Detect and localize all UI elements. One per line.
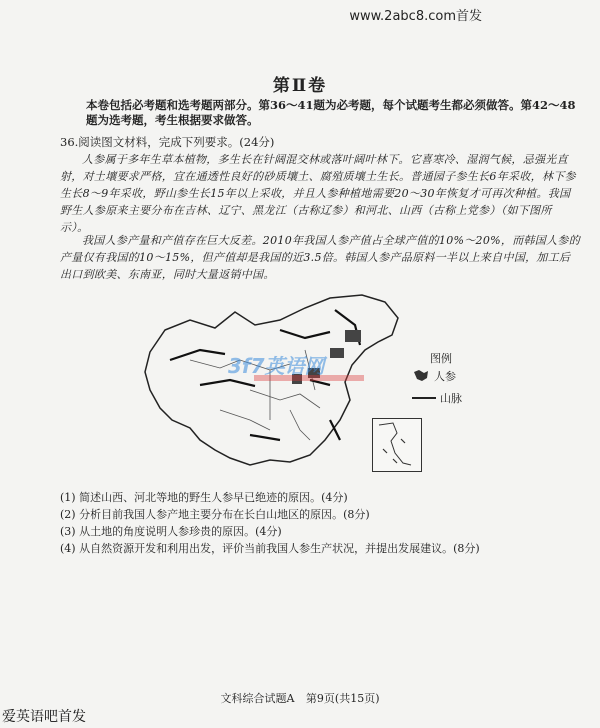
legend-title: 图例 [430, 352, 452, 365]
legend-item-mountain [412, 390, 462, 406]
section-intro: 本卷包括必考题和选考题两部分。第36～41题为必考题，每个试题考生都必须做答。第42～48题为选考题，考生根据要求做答。 [86, 98, 576, 127]
bottom-left-text: 爱英语吧首发 [2, 709, 86, 725]
legend-label-mountain: 山脉 [440, 392, 462, 405]
question-heading: 36.阅读图文材料，完成下列要求。(24分) [60, 135, 275, 149]
subquestions-list [60, 489, 580, 557]
section-title: 第Ⅱ卷 [272, 76, 328, 96]
inset-map [373, 419, 421, 471]
map-legend [410, 350, 480, 410]
legend-label-ginseng: 人参 [434, 370, 456, 383]
subquestion-2: (2) 分析目前我国人参产地主要分布在长白山地区的原因。(8分) [60, 508, 370, 521]
subquestion-3: (3) 从土地的角度说明人参珍贵的原因。(4分) [60, 525, 282, 538]
page-footer [0, 690, 600, 706]
subquestion-4: (4) 从自然资源开发和利用出发，评价当前我国人参生产状况，并提出发展建议。(8分) [60, 542, 480, 555]
watermark-bar [254, 375, 364, 381]
south-china-sea-inset [372, 418, 422, 472]
subquestion-1: (1) 简述山西、河北等地的野生人参早已绝迹的原因。(4分) [60, 491, 348, 504]
question-paragraph-2: 我国人参产量和产值存在巨大反差。2010年我国人参产值占全球产值的10%～20%，而韩国人参的产量仅有我国的10～15%，但产值却是我国的近3.5倍。韩国人参产品原料一半以上来自中国，加工后出口到欧美、东南亚，同时大量返销中国。 [60, 234, 580, 281]
legend-item-ginseng [412, 368, 456, 384]
site-header-text: www.2abc8.com首发 [349, 9, 482, 24]
watermark-logo: 3f7英语网 [228, 354, 325, 378]
question-paragraph-1: 人参属于多年生草本植物，多生长在针阔混交林或落叶阔叶林下。它喜寒冷、湿润气候，忌强光直射，对土壤要求严格，宜在通透性良好的砂质壤土、腐殖质壤土生长。普通园子参生长6年采收，林下参生长8～9年采收，野山参生长15年以上采收，并且人参种植地需要20～30年恢复才可再次种植。我国野生人参原来主要分布在吉林、辽宁、黑龙江（古称辽参）和河北、山西（古称上党参）（如下图所示）。 [60, 153, 576, 234]
footer-exam-name: 文科综合试题A [220, 692, 295, 705]
ginseng-icon [412, 369, 430, 383]
mountain-line-icon [412, 397, 436, 399]
footer-page-number: 第9页(共15页) [305, 692, 380, 705]
